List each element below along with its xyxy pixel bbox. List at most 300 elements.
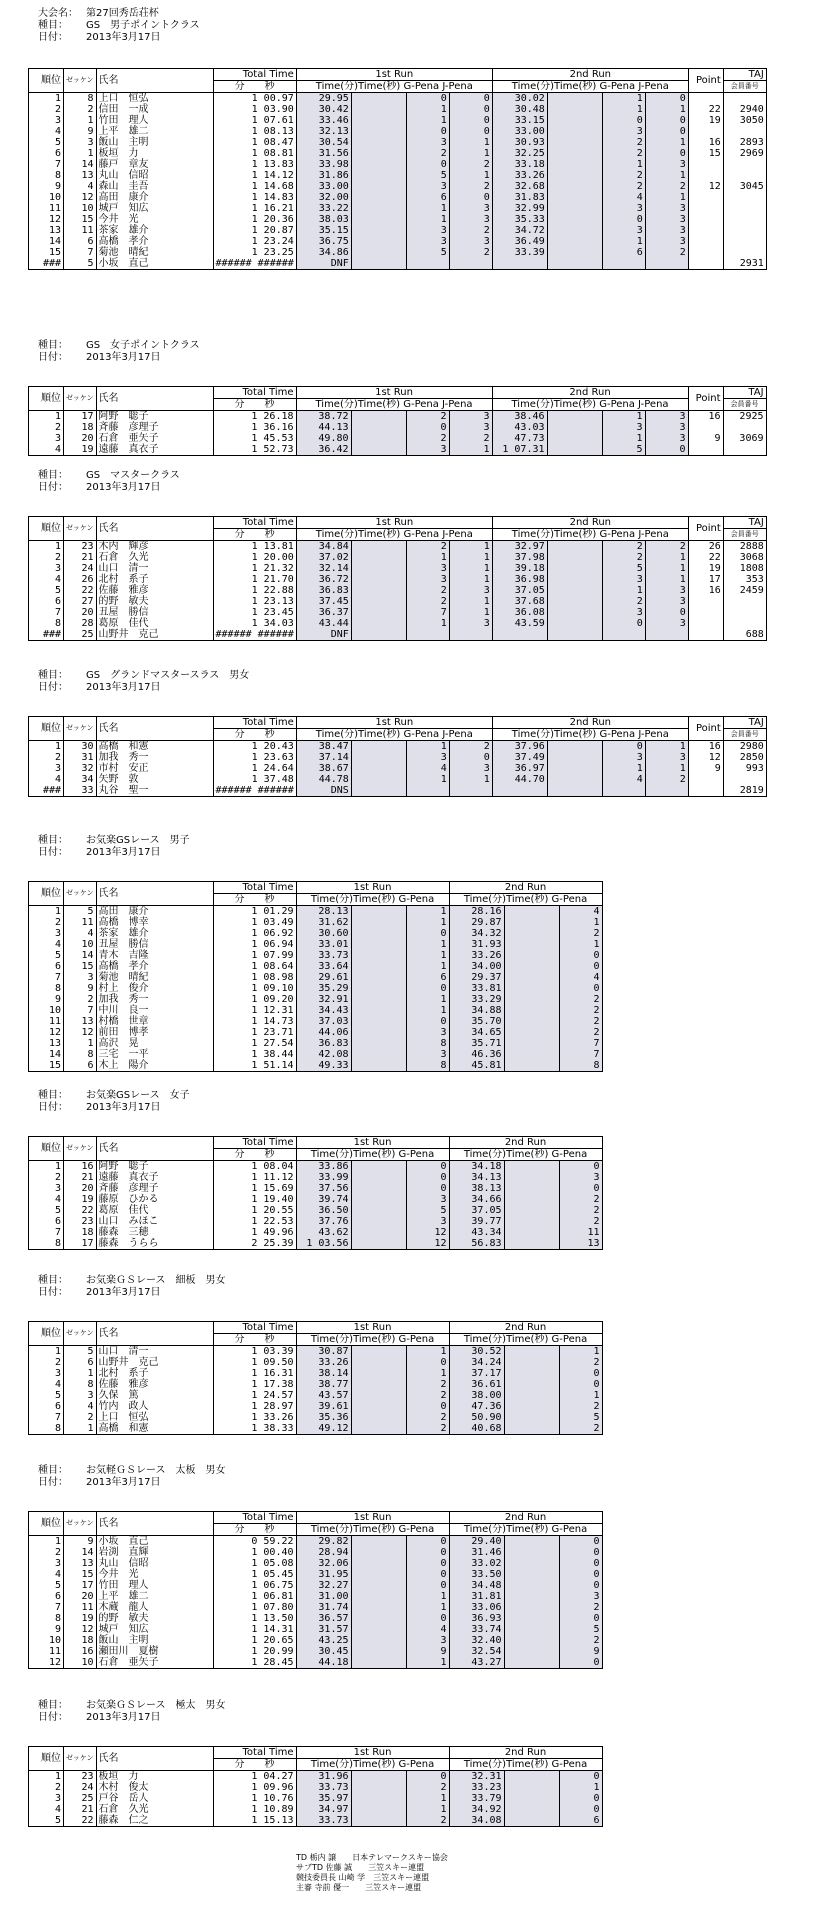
rank-cell: 5 — [29, 137, 64, 148]
total-time-cell: 1 09.10 — [213, 983, 296, 994]
run1-time-cell: 31.95 — [296, 1569, 351, 1580]
run1-sec-spacer — [351, 1793, 406, 1804]
total-time-cell: 1 08.47 — [213, 137, 296, 148]
run2-cols: Time(分)Time(秒) G-Pena — [449, 1759, 602, 1771]
run2-time-cell: 32.31 — [449, 1771, 504, 1783]
run1-sec-spacer — [351, 1172, 406, 1183]
taj-cell — [723, 192, 766, 203]
run2-jpena-cell: 1 — [645, 763, 688, 774]
date-value: 2013年3月17日 — [86, 847, 161, 858]
rank-cell: 15 — [29, 247, 64, 258]
taj-cell: 3045 — [723, 181, 766, 192]
run2-sec-spacer — [504, 1771, 559, 1783]
run2-sec-spacer — [504, 972, 559, 983]
table-row — [29, 1423, 603, 1435]
table-row — [29, 444, 767, 456]
run2-sec-spacer — [504, 1205, 559, 1216]
name-header: 氏名 — [96, 1747, 213, 1771]
run1-sec-spacer — [351, 1357, 406, 1368]
name-cell: 佐藤 雅彦 — [96, 1379, 213, 1390]
run1-gpena-cell: 3 — [406, 752, 449, 763]
bib-cell: 14 — [64, 950, 97, 961]
total-header: Total Time — [213, 882, 296, 894]
run1-gpena-cell: 5 — [406, 1205, 449, 1216]
run1-gpena-cell: 3 — [406, 225, 449, 236]
run1-header: 1st Run — [296, 1137, 449, 1149]
taj-cell — [723, 607, 766, 618]
run1-gpena-cell: 1 — [406, 1657, 449, 1669]
name-cell: 高橋 和憲 — [96, 741, 213, 753]
taj-sub-header: 会員番号 — [723, 399, 766, 411]
run1-cols: Time(分)Time(秒) G-Pena J-Pena — [296, 729, 492, 741]
rank-header: 順位 — [29, 69, 64, 93]
run1-jpena-cell: 2 — [449, 741, 492, 753]
run2-gpena-cell: 5 — [559, 1624, 602, 1635]
run1-gpena-cell: 0 — [406, 93, 449, 105]
run1-gpena-cell: 1 — [406, 618, 449, 629]
rank-cell: 1 — [29, 541, 64, 553]
rank-cell: 10 — [29, 1635, 64, 1646]
run1-time-cell: 38.67 — [296, 763, 351, 774]
run2-time-cell: 38.46 — [492, 411, 547, 423]
point-cell — [688, 596, 723, 607]
run2-sec-spacer — [547, 236, 602, 247]
name-cell: 高沢 晃 — [96, 1038, 213, 1049]
bib-cell: 1 — [64, 1368, 97, 1379]
run1-gpena-cell: 2 — [406, 411, 449, 423]
name-cell: 高橋 孝介 — [96, 961, 213, 972]
rank-cell: 2 — [29, 917, 64, 928]
point-cell: 19 — [688, 115, 723, 126]
total-time-cell: 1 14.12 — [213, 170, 296, 181]
rank-cell: 8 — [29, 983, 64, 994]
run2-time-cell: 33.06 — [449, 1602, 504, 1613]
run2-sec-spacer — [504, 1804, 559, 1815]
total-time-cell: 1 07.61 — [213, 115, 296, 126]
run2-gpena-cell: 1 — [559, 1782, 602, 1793]
bib-cell: 7 — [64, 247, 97, 258]
rank-cell: 2 — [29, 1547, 64, 1558]
name-cell: 山口 清一 — [96, 1346, 213, 1358]
run1-gpena-cell: 0 — [406, 1569, 449, 1580]
taj-cell: 688 — [723, 629, 766, 641]
run2-jpena-cell: 2 — [645, 541, 688, 553]
run1-time-cell: 33.98 — [296, 159, 351, 170]
category-label: 種目： — [38, 1275, 68, 1286]
table-row — [29, 541, 767, 553]
taj-cell — [723, 93, 766, 105]
results-table — [28, 1746, 603, 1827]
bib-cell: 1 — [64, 148, 97, 159]
run1-sec-spacer — [351, 1401, 406, 1412]
table-row — [29, 258, 767, 270]
bib-header: ゼッケン — [64, 882, 97, 906]
date-label: 日付： — [38, 1287, 68, 1298]
run2-sec-spacer — [547, 247, 602, 258]
run1-sec-spacer — [351, 1060, 406, 1072]
run2-time-cell: 34.88 — [449, 1005, 504, 1016]
taj-cell — [723, 596, 766, 607]
run1-time-cell: 38.77 — [296, 1379, 351, 1390]
run2-time-cell: 34.66 — [449, 1194, 504, 1205]
bib-cell: 1 — [64, 115, 97, 126]
table-row — [29, 1591, 603, 1602]
point-cell: 12 — [688, 181, 723, 192]
category-name: GS 男子ポイントクラス — [86, 20, 200, 31]
taj-cell — [723, 618, 766, 629]
run1-sec-spacer — [351, 961, 406, 972]
run2-time-cell: 36.49 — [492, 236, 547, 247]
bib-cell: 22 — [64, 585, 97, 596]
run2-jpena-cell: 1 — [645, 552, 688, 563]
run1-time-cell: 29.61 — [296, 972, 351, 983]
run2-jpena-cell: 2 — [645, 774, 688, 785]
run2-sec-spacer — [504, 1227, 559, 1238]
run2-jpena-cell: 1 — [645, 563, 688, 574]
run2-sec-spacer — [504, 1027, 559, 1038]
point-cell — [688, 774, 723, 785]
run1-gpena-cell: 3 — [406, 236, 449, 247]
run2-gpena-cell: 0 — [559, 983, 602, 994]
date-value: 2013年3月17日 — [86, 352, 161, 363]
run2-jpena-cell: 3 — [645, 433, 688, 444]
rank-cell: 3 — [29, 563, 64, 574]
header-row — [29, 882, 603, 894]
run2-gpena-cell: 2 — [602, 137, 645, 148]
run2-gpena-cell: 6 — [559, 1815, 602, 1827]
name-cell: 高橋 孝介 — [96, 236, 213, 247]
section-meta — [38, 1465, 603, 1489]
date-value: 2013年3月17日 — [86, 32, 161, 43]
tournament-name: 第27回秀岳荘杯 — [86, 8, 159, 19]
run2-time-cell: 36.08 — [492, 607, 547, 618]
total-time-cell: 1 49.96 — [213, 1227, 296, 1238]
bib-cell: 15 — [64, 1569, 97, 1580]
run1-gpena-cell: 4 — [406, 763, 449, 774]
run2-time-cell: 37.98 — [492, 552, 547, 563]
run1-sec-spacer — [351, 785, 406, 797]
run1-sec-spacer — [351, 1390, 406, 1401]
run2-sec-spacer — [504, 1815, 559, 1827]
run1-sec-spacer — [351, 1547, 406, 1558]
bib-cell: 24 — [64, 563, 97, 574]
bib-cell: 16 — [64, 1646, 97, 1657]
name-cell: 阿野 聡子 — [96, 411, 213, 423]
rank-header: 順位 — [29, 1747, 64, 1771]
run1-header: 1st Run — [296, 69, 492, 81]
run1-time-cell: 39.74 — [296, 1194, 351, 1205]
bib-cell: 17 — [64, 411, 97, 423]
table-row — [29, 93, 767, 105]
result-section — [0, 8, 767, 270]
run1-sec-spacer — [351, 225, 406, 236]
run1-time-cell: 36.57 — [296, 1613, 351, 1624]
taj-cell — [723, 444, 766, 456]
taj-cell: 2459 — [723, 585, 766, 596]
run2-sec-spacer — [547, 104, 602, 115]
run1-header: 1st Run — [296, 1747, 449, 1759]
run1-sec-spacer — [351, 1580, 406, 1591]
table-row — [29, 1412, 603, 1423]
run2-time-cell: 43.59 — [492, 618, 547, 629]
bib-header: ゼッケン — [64, 717, 97, 741]
bib-cell: 8 — [64, 1049, 97, 1060]
name-cell: 小坂 直己 — [96, 258, 213, 270]
name-cell: 藤森 仁之 — [96, 1815, 213, 1827]
table-row — [29, 972, 603, 983]
run1-time-cell: 31.96 — [296, 1771, 351, 1783]
rank-cell: 10 — [29, 192, 64, 203]
run2-sec-spacer — [547, 93, 602, 105]
run1-sec-spacer — [351, 763, 406, 774]
point-header: Point — [688, 517, 723, 541]
run2-time-cell: 34.92 — [449, 1804, 504, 1815]
bib-header: ゼッケン — [64, 387, 97, 411]
total-time-cell: 1 14.73 — [213, 1016, 296, 1027]
run2-gpena-cell: 2 — [559, 928, 602, 939]
date-value: 2013年3月17日 — [86, 1712, 161, 1723]
run1-time-cell: 1 03.56 — [296, 1238, 351, 1250]
rank-cell: 4 — [29, 1569, 64, 1580]
bib-cell: 19 — [64, 1613, 97, 1624]
total-time-cell: 1 05.45 — [213, 1569, 296, 1580]
run1-time-cell: 37.03 — [296, 1016, 351, 1027]
date-value: 2013年3月17日 — [86, 482, 161, 493]
rank-cell: 6 — [29, 1401, 64, 1412]
run1-time-cell: 35.15 — [296, 225, 351, 236]
run1-sec-spacer — [351, 596, 406, 607]
run2-time-cell: 36.93 — [449, 1613, 504, 1624]
run2-time-cell: 34.18 — [449, 1161, 504, 1173]
table-row — [29, 1027, 603, 1038]
rank-cell: 6 — [29, 961, 64, 972]
rank-cell: 10 — [29, 1005, 64, 1016]
total-time-cell: 1 36.16 — [213, 422, 296, 433]
run2-cols: Time(分)Time(秒) G-Pena — [449, 1334, 602, 1346]
bib-cell: 30 — [64, 741, 97, 753]
run2-time-cell: 31.81 — [449, 1591, 504, 1602]
run2-gpena-cell: 0 — [559, 1613, 602, 1624]
run1-time-cell: 43.57 — [296, 1390, 351, 1401]
bib-cell: 14 — [64, 159, 97, 170]
run2-time-cell: 47.73 — [492, 433, 547, 444]
table-row — [29, 785, 767, 797]
run2-time-cell: 30.52 — [449, 1346, 504, 1358]
table-row — [29, 552, 767, 563]
run2-time-cell: 34.48 — [449, 1580, 504, 1591]
run1-time-cell: 37.02 — [296, 552, 351, 563]
taj-cell: 1808 — [723, 563, 766, 574]
bib-cell: 5 — [64, 1346, 97, 1358]
bib-cell: 16 — [64, 1161, 97, 1173]
name-cell: 青木 吉隆 — [96, 950, 213, 961]
bib-cell: 26 — [64, 574, 97, 585]
table-row — [29, 433, 767, 444]
run2-time-cell: 32.40 — [449, 1635, 504, 1646]
name-cell: 高田 康介 — [96, 192, 213, 203]
run2-sec-spacer — [547, 741, 602, 753]
run2-gpena-cell: 2 — [559, 1205, 602, 1216]
run2-gpena-cell: 0 — [559, 1771, 602, 1783]
rank-cell: 1 — [29, 1536, 64, 1548]
name-header: 氏名 — [96, 517, 213, 541]
run1-sec-spacer — [351, 563, 406, 574]
bib-cell: 15 — [64, 961, 97, 972]
run2-time-cell: 32.25 — [492, 148, 547, 159]
total-time-cell: 1 08.04 — [213, 1161, 296, 1173]
run1-time-cell: 33.22 — [296, 203, 351, 214]
category-label: 種目： — [38, 670, 68, 681]
run1-sec-spacer — [351, 247, 406, 258]
run2-gpena-cell: 3 — [559, 1172, 602, 1183]
run1-gpena-cell: 1 — [406, 961, 449, 972]
run1-jpena-cell: 2 — [449, 247, 492, 258]
run1-gpena-cell: 0 — [406, 1536, 449, 1548]
run1-sec-spacer — [351, 159, 406, 170]
run1-time-cell: DNS — [296, 785, 351, 797]
run2-gpena-cell: 0 — [602, 741, 645, 753]
run2-sec-spacer — [504, 1591, 559, 1602]
run2-jpena-cell: 3 — [645, 214, 688, 225]
name-cell: 小坂 直己 — [96, 1536, 213, 1548]
bib-header: ゼッケン — [64, 517, 97, 541]
point-cell — [688, 203, 723, 214]
run2-sec-spacer — [504, 1547, 559, 1558]
run2-sec-spacer — [547, 170, 602, 181]
name-header: 氏名 — [96, 1322, 213, 1346]
total-sub-header: 分 秒 — [213, 1149, 296, 1161]
run2-gpena-cell: 4 — [559, 972, 602, 983]
run1-time-cell: 31.57 — [296, 1624, 351, 1635]
run1-cols: Time(分)Time(秒) G-Pena J-Pena — [296, 81, 492, 93]
run2-gpena-cell — [602, 785, 645, 797]
run2-time-cell: 33.00 — [492, 126, 547, 137]
run2-jpena-cell: 2 — [645, 181, 688, 192]
rank-cell: 5 — [29, 1815, 64, 1827]
table-row — [29, 192, 767, 203]
bib-header: ゼッケン — [64, 1747, 97, 1771]
run1-gpena-cell: 2 — [406, 1782, 449, 1793]
run2-gpena-cell: 4 — [602, 192, 645, 203]
run2-gpena-cell: 2 — [602, 181, 645, 192]
point-cell — [688, 422, 723, 433]
run2-time-cell: 33.79 — [449, 1793, 504, 1804]
point-header: Point — [688, 387, 723, 411]
run1-cols: Time(分)Time(秒) G-Pena — [296, 1759, 449, 1771]
run1-time-cell: 38.03 — [296, 214, 351, 225]
header-row — [29, 1137, 603, 1149]
run2-sec-spacer — [547, 126, 602, 137]
run1-gpena-cell: 6 — [406, 192, 449, 203]
run2-gpena-cell: 0 — [559, 950, 602, 961]
run1-gpena-cell: 0 — [406, 928, 449, 939]
table-row — [29, 137, 767, 148]
bib-cell: 22 — [64, 1815, 97, 1827]
run2-gpena-cell: 1 — [602, 104, 645, 115]
run2-sec-spacer — [547, 433, 602, 444]
run2-gpena-cell: 1 — [602, 585, 645, 596]
run1-gpena-cell: 12 — [406, 1238, 449, 1250]
total-time-cell: 1 23.24 — [213, 236, 296, 247]
run2-gpena-cell: 0 — [559, 1569, 602, 1580]
taj-header: TAJ — [723, 717, 766, 729]
taj-cell: 353 — [723, 574, 766, 585]
run1-jpena-cell: 2 — [449, 225, 492, 236]
point-cell — [688, 159, 723, 170]
total-time-cell: 1 13.81 — [213, 541, 296, 553]
total-time-cell: 1 03.49 — [213, 917, 296, 928]
total-time-cell: 1 10.89 — [213, 1804, 296, 1815]
run2-sec-spacer — [504, 917, 559, 928]
run2-gpena-cell: 0 — [559, 1558, 602, 1569]
run2-sec-spacer — [547, 411, 602, 423]
category-name: お気楽GSレース 女子 — [86, 1090, 190, 1101]
run2-time-cell: 40.68 — [449, 1423, 504, 1435]
run1-jpena-cell — [449, 785, 492, 797]
bib-cell: 20 — [64, 433, 97, 444]
run2-gpena-cell: 0 — [559, 1804, 602, 1815]
run1-gpena-cell: 3 — [406, 574, 449, 585]
run1-sec-spacer — [351, 1194, 406, 1205]
run1-time-cell: 35.36 — [296, 1412, 351, 1423]
run2-jpena-cell: 2 — [645, 247, 688, 258]
total-time-cell: 1 05.08 — [213, 1558, 296, 1569]
rank-cell: 15 — [29, 1060, 64, 1072]
table-row — [29, 1216, 603, 1227]
table-row — [29, 126, 767, 137]
bib-cell: 15 — [64, 214, 97, 225]
run2-time-cell: 37.17 — [449, 1368, 504, 1379]
run1-sec-spacer — [351, 115, 406, 126]
run1-sec-spacer — [351, 444, 406, 456]
run2-header: 2nd Run — [449, 1747, 602, 1759]
run2-gpena-cell: 11 — [559, 1227, 602, 1238]
total-time-cell: 1 51.14 — [213, 1060, 296, 1072]
table-row — [29, 1390, 603, 1401]
name-cell: 阿野 聡子 — [96, 1161, 213, 1173]
run2-gpena-cell: 2 — [602, 148, 645, 159]
table-row — [29, 752, 767, 763]
run2-jpena-cell: 3 — [645, 236, 688, 247]
table-row — [29, 115, 767, 126]
table-row — [29, 1049, 603, 1060]
run2-time-cell: 33.02 — [449, 1558, 504, 1569]
run2-time-cell: 33.50 — [449, 1569, 504, 1580]
date-label: 日付： — [38, 847, 68, 858]
run2-sec-spacer — [504, 1390, 559, 1401]
category-name: お気軽ＧＳレース 太板 男女 — [86, 1465, 226, 1476]
point-cell: 22 — [688, 552, 723, 563]
run1-time-cell: 30.54 — [296, 137, 351, 148]
bib-cell: 3 — [64, 137, 97, 148]
run1-gpena-cell: 6 — [406, 972, 449, 983]
header-row — [29, 1747, 603, 1759]
run1-gpena-cell: 3 — [406, 1194, 449, 1205]
run1-gpena-cell: 7 — [406, 607, 449, 618]
taj-cell: 3068 — [723, 552, 766, 563]
taj-cell: 2893 — [723, 137, 766, 148]
bib-cell: 4 — [64, 1401, 97, 1412]
run1-sec-spacer — [351, 917, 406, 928]
run2-header: 2nd Run — [492, 387, 688, 399]
name-cell: 葛原 佳代 — [96, 1205, 213, 1216]
run2-gpena-cell: 1 — [602, 411, 645, 423]
taj-cell: 2850 — [723, 752, 766, 763]
section-meta — [38, 1275, 603, 1299]
run2-sec-spacer — [504, 1060, 559, 1072]
name-cell: 丑屋 勝信 — [96, 939, 213, 950]
date-label: 日付： — [38, 32, 68, 43]
